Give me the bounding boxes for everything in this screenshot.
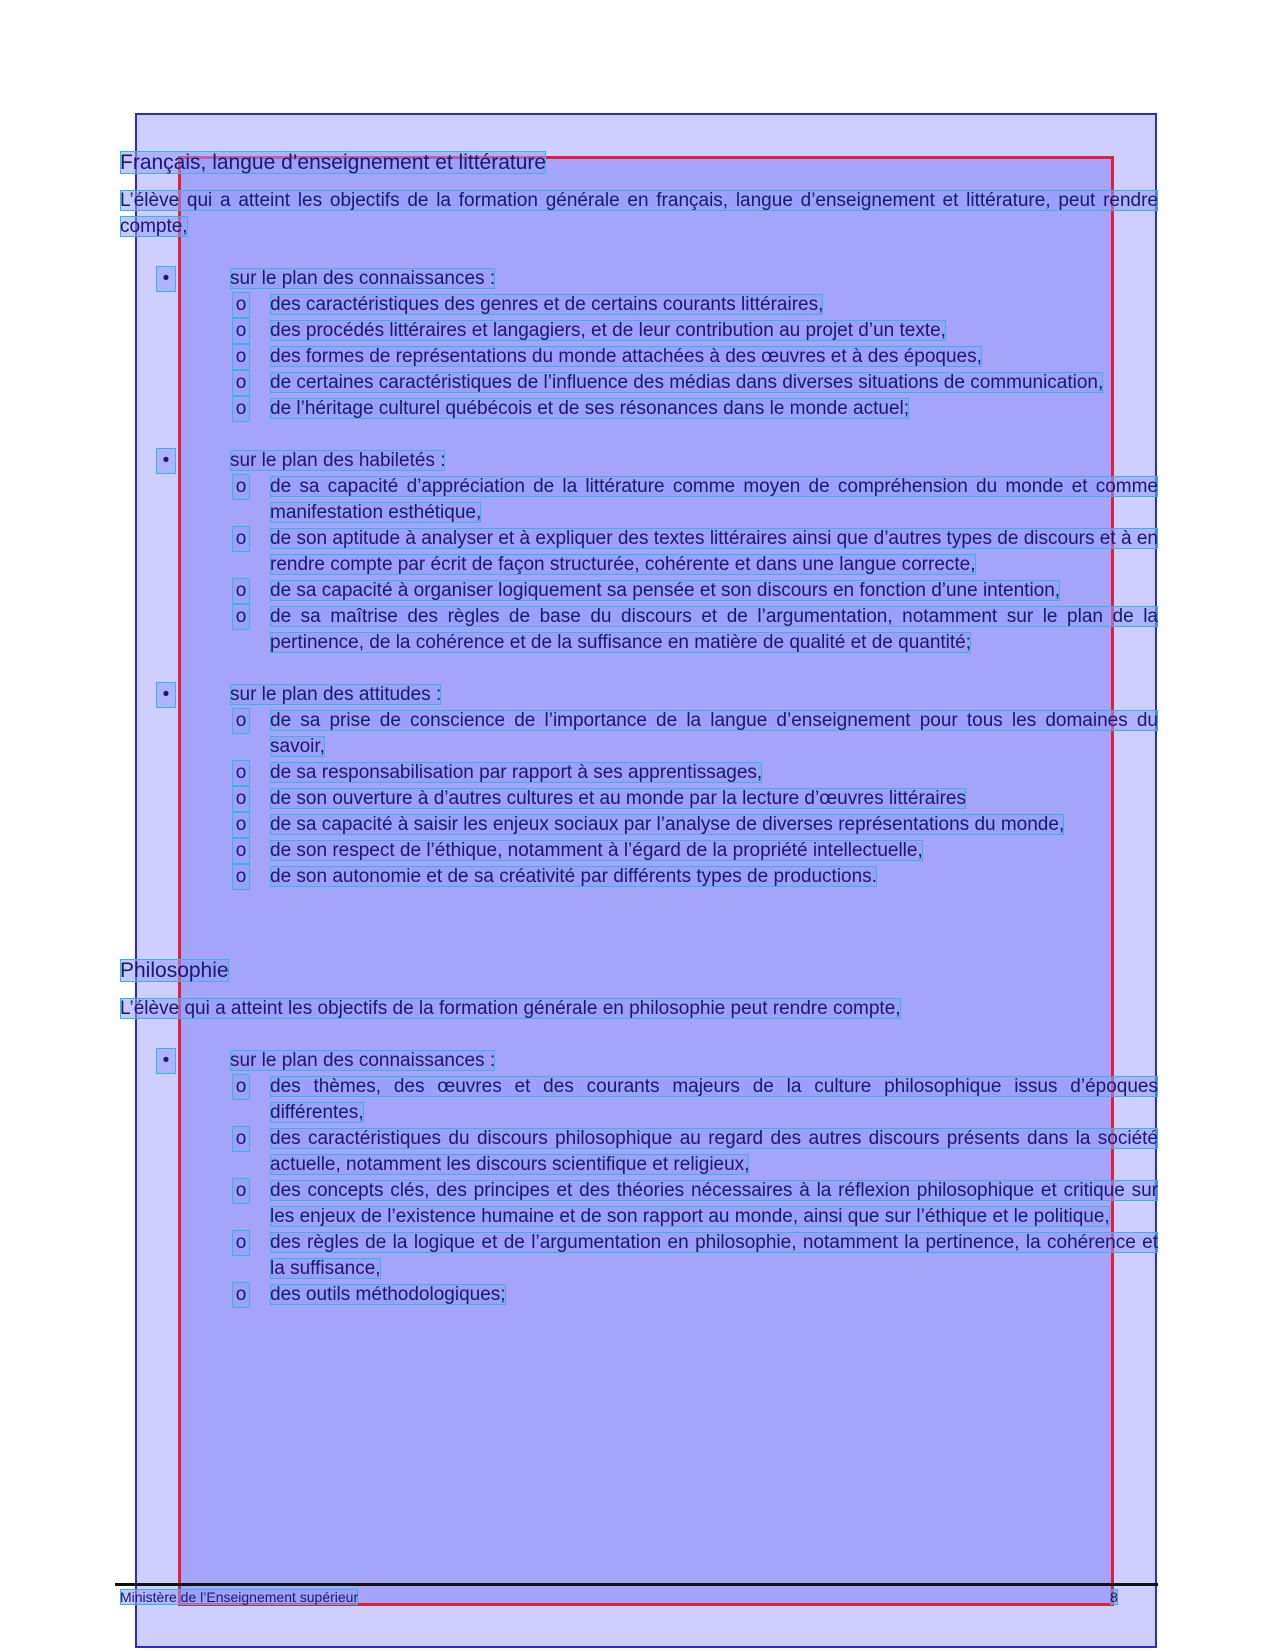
bullet-marker: • <box>156 448 176 474</box>
section-intro: L’élève qui a atteint les objectifs de la formation générale en philosophie peut rendre compte, <box>120 998 901 1019</box>
sub-bullet-marker: o <box>232 1178 250 1204</box>
list-item: o de son aptitude à analyser et à expliquer des textes littéraires ainsi que d’autres types de discours et à en rendre compte par écrit de façon structurée, cohérente et dans une langue correcte, <box>120 526 1158 578</box>
section-title: Français, langue d’enseignement et littérature <box>120 151 547 174</box>
sub-bullet-marker: o <box>232 526 250 552</box>
list-item: o de sa capacité à organiser logiquement sa pensée et son discours en fonction d’une intention, <box>120 578 1158 604</box>
sub-bullet-marker: o <box>232 344 250 370</box>
bullet-marker: • <box>156 1048 176 1074</box>
sub-bullet-marker: o <box>232 1126 250 1152</box>
group-heading: sur le plan des habiletés : <box>230 450 446 471</box>
list-item: o de l’héritage culturel québécois et de ses résonances dans le monde actuel; <box>120 396 1158 422</box>
group-heading: sur le plan des attitudes : <box>230 684 442 705</box>
group-heading: sur le plan des connaissances : <box>230 268 496 289</box>
sub-bullet-marker: o <box>232 318 250 344</box>
sub-bullet-marker: o <box>232 708 250 734</box>
list-item: o de sa capacité à saisir les enjeux sociaux par l’analyse de diverses représentations du monde, <box>120 812 1158 838</box>
section-intro: L’élève qui a atteint les objectifs de la formation générale en français, langue d’enseignement et littérature, peut rendre compte, <box>120 190 1158 237</box>
list-item: o des procédés littéraires et langagiers, et de leur contribution au projet d’un texte, <box>120 318 1158 344</box>
section-philosophie <box>120 958 1158 1308</box>
list-item: o des outils méthodologiques; <box>120 1282 1158 1308</box>
list-item: o des thèmes, des œuvres et des courants majeurs de la culture philosophique issus d’époques différentes, <box>120 1074 1158 1126</box>
group-connaissances <box>120 1048 1158 1308</box>
page-number: 8 <box>1110 1589 1118 1605</box>
list-item: o de son respect de l’éthique, notamment à l’égard de la propriété intellectuelle, <box>120 838 1158 864</box>
list-item: o de certaines caractéristiques de l’influence des médias dans diverses situations de communication, <box>120 370 1158 396</box>
group-connaissances <box>120 266 1158 422</box>
sub-bullet-marker: o <box>232 370 250 396</box>
footer-divider <box>115 1583 1158 1586</box>
document-body <box>120 150 1158 1334</box>
list-item: o des règles de la logique et de l’argumentation en philosophie, notamment la pertinence, la cohérence et la suffisance, <box>120 1230 1158 1282</box>
footer-ministry: Ministère de l’Enseignement supérieur <box>120 1589 359 1605</box>
section-title: Philosophie <box>120 959 229 982</box>
sub-bullet-marker: o <box>232 1230 250 1256</box>
sub-bullet-marker: o <box>232 1282 250 1308</box>
sub-bullet-marker: o <box>232 760 250 786</box>
list-item: o des formes de représentations du monde attachées à des œuvres et à des époques, <box>120 344 1158 370</box>
list-item: o des caractéristiques du discours philosophique au regard des autres discours présents dans la société actuelle, notamment les discours scientifique et religieux, <box>120 1126 1158 1178</box>
sub-bullet-marker: o <box>232 396 250 422</box>
group-habiletes <box>120 448 1158 656</box>
section-francais <box>120 150 1158 890</box>
list-item: o de sa responsabilisation par rapport à ses apprentissages, <box>120 760 1158 786</box>
bullet-marker: • <box>156 682 176 708</box>
group-attitudes <box>120 682 1158 890</box>
sub-bullet-marker: o <box>232 1074 250 1100</box>
sub-bullet-marker: o <box>232 578 250 604</box>
group-heading: sur le plan des connaissances : <box>230 1050 496 1071</box>
sub-bullet-marker: o <box>232 604 250 630</box>
item-list <box>120 708 1158 890</box>
sub-bullet-marker: o <box>232 838 250 864</box>
item-list <box>120 292 1158 422</box>
list-item: o de sa prise de conscience de l’importance de la langue d’enseignement pour tous les domaines du savoir, <box>120 708 1158 760</box>
sub-bullet-marker: o <box>232 474 250 500</box>
list-item: o de sa maîtrise des règles de base du discours et de l’argumentation, notamment sur le plan de la pertinence, de la cohérence et de la suffisance en matière de qualité et de quantité; <box>120 604 1158 656</box>
item-list <box>120 474 1158 656</box>
sub-bullet-marker: o <box>232 292 250 318</box>
list-item: o de sa capacité d’appréciation de la littérature comme moyen de compréhension du monde et comme manifestation esthétique, <box>120 474 1158 526</box>
list-item: o de son ouverture à d’autres cultures et au monde par la lecture d’œuvres littéraires <box>120 786 1158 812</box>
sub-bullet-marker: o <box>232 864 250 890</box>
item-list <box>120 1074 1158 1308</box>
list-item: o des caractéristiques des genres et de certains courants littéraires, <box>120 292 1158 318</box>
list-item: o des concepts clés, des principes et des théories nécessaires à la réflexion philosophique et critique sur les enjeux de l’existence humaine et de son rapport au monde, ainsi que sur l’éthique et le politique, <box>120 1178 1158 1230</box>
bullet-marker: • <box>156 266 176 292</box>
sub-bullet-marker: o <box>232 786 250 812</box>
sub-bullet-marker: o <box>232 812 250 838</box>
list-item: o de son autonomie et de sa créativité par différents types de productions. <box>120 864 1158 890</box>
